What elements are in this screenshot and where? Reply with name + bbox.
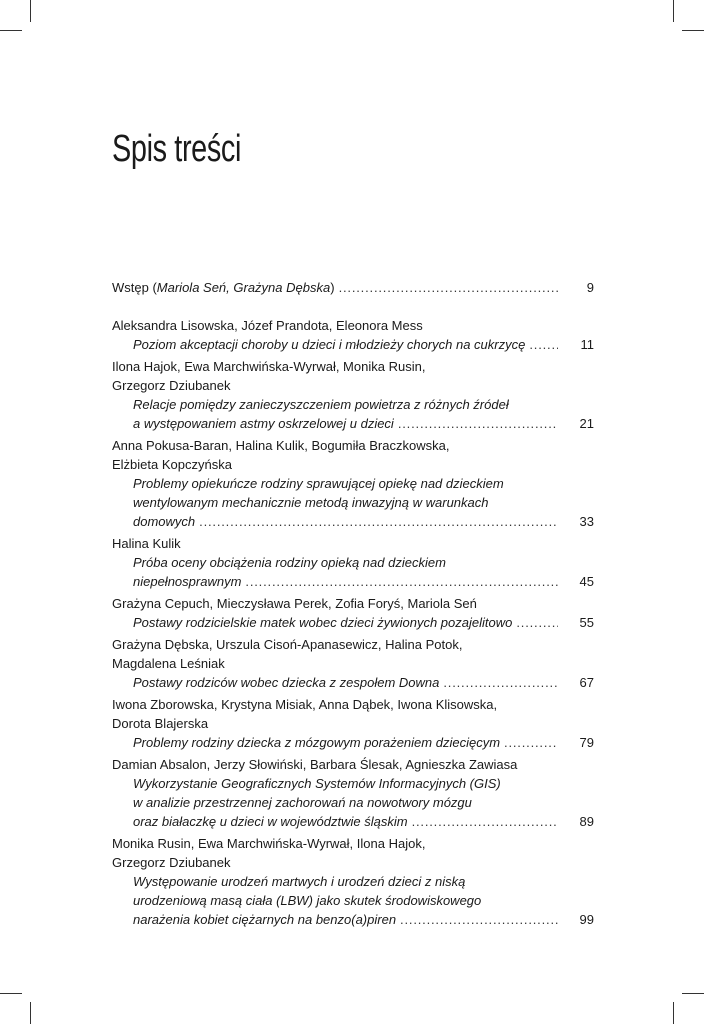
crop-mark-top-right-h bbox=[682, 30, 704, 31]
entry-title-line: Próba oceny obciążenia rodziny opieką nad dzieckiem bbox=[133, 555, 446, 570]
entry-page-number: 99 bbox=[579, 912, 594, 927]
crop-mark-bottom-left bbox=[30, 1002, 31, 1024]
leader-dots bbox=[241, 572, 558, 591]
leader-dots bbox=[439, 673, 558, 692]
crop-mark-bottom-left-h bbox=[0, 993, 22, 994]
entry-title-text: Postawy rodziców wobec dziecka z zespołem Downa bbox=[133, 675, 440, 690]
entry-title-text: Poziom akceptacji choroby u dzieci i młodzieży chorych na cukrzycę bbox=[133, 337, 526, 352]
entry-authors: Grzegorz Dziubanek bbox=[112, 378, 231, 393]
entry-title-text: Problemy rodziny dziecka z mózgowym porażeniem dziecięcym bbox=[133, 735, 501, 750]
entry-title-line: wentylowanym mechanicznie metodą inwazyjną w warunkach bbox=[133, 495, 489, 510]
entry-title-line bbox=[112, 733, 594, 752]
entry-title-line: w analizie przestrzennej zachorowań na nowotwory mózgu bbox=[133, 795, 472, 810]
entry-title-line bbox=[112, 512, 594, 531]
crop-mark-top-left bbox=[30, 0, 31, 22]
entry-authors: Anna Pokusa-Baran, Halina Kulik, Bogumiła Braczkowska, bbox=[112, 438, 450, 453]
entry-page-number: 21 bbox=[579, 416, 594, 431]
entry-title-line: Relacje pomiędzy zanieczyszczeniem powietrza z różnych źródeł bbox=[133, 397, 509, 412]
entry-authors: Aleksandra Lisowska, Józef Prandota, Eleonora Mess bbox=[112, 318, 423, 333]
entry-page-number: 55 bbox=[579, 615, 594, 630]
entry-title-text: domowych bbox=[133, 514, 196, 529]
intro-page-number: 9 bbox=[586, 280, 594, 295]
entry-page-number: 89 bbox=[579, 814, 594, 829]
entry-page-number: 11 bbox=[580, 337, 594, 352]
entry-title-line: Problemy opiekuńcze rodziny sprawującej opiekę nad dzieckiem bbox=[133, 476, 504, 491]
crop-mark-bottom-right bbox=[673, 1002, 674, 1024]
toc-entry[interactable] bbox=[112, 316, 594, 354]
entry-authors: Dorota Blajerska bbox=[112, 716, 209, 731]
entry-title-line bbox=[112, 812, 594, 831]
toc-entry[interactable] bbox=[112, 635, 594, 692]
entry-title-line bbox=[112, 572, 594, 591]
intro-authors: Mariola Seń, Grażyna Dębska bbox=[156, 280, 331, 295]
toc-entries bbox=[112, 316, 594, 929]
entry-title-line: Występowanie urodzeń martwych i urodzeń dzieci z niską bbox=[133, 874, 466, 889]
toc-entry[interactable] bbox=[112, 834, 594, 929]
entry-title-text: niepełnosprawnym bbox=[133, 574, 242, 589]
entry-title-line bbox=[112, 673, 594, 692]
entry-title-text: a występowaniem astmy oskrzelowej u dzieci bbox=[133, 416, 394, 431]
entry-title-line: urodzeniową masą ciała (LBW) jako skutek środowiskowego bbox=[133, 893, 482, 908]
leader-dots bbox=[408, 812, 558, 831]
entry-authors: Iwona Zborowska, Krystyna Misiak, Anna Dąbek, Iwona Klisowska, bbox=[112, 697, 498, 712]
table-of-contents bbox=[112, 278, 594, 929]
intro-label-post: ) bbox=[330, 280, 335, 295]
entry-authors: Elżbieta Kopczyńska bbox=[112, 457, 232, 472]
entry-title-line bbox=[112, 414, 594, 433]
entry-authors: Monika Rusin, Ewa Marchwińska-Wyrwał, Ilona Hajok, bbox=[112, 836, 426, 851]
page-title: Spis treści bbox=[112, 128, 242, 170]
entry-page-number: 45 bbox=[579, 574, 594, 589]
entry-title-line bbox=[112, 613, 594, 632]
leader-dots bbox=[396, 910, 558, 929]
entry-authors: Grażyna Dębska, Urszula Cisoń-Apanasewicz, Halina Potok, bbox=[112, 637, 463, 652]
crop-mark-top-left-h bbox=[0, 30, 22, 31]
leader-dots bbox=[195, 512, 558, 531]
entry-authors: Magdalena Leśniak bbox=[112, 656, 225, 671]
toc-entry[interactable] bbox=[112, 755, 594, 831]
entry-page-number: 33 bbox=[579, 514, 594, 529]
entry-title-text: narażenia kobiet ciężarnych na benzo(a)piren bbox=[133, 912, 397, 927]
toc-entry[interactable] bbox=[112, 695, 594, 752]
entry-title-line bbox=[112, 910, 594, 929]
intro-label-pre: Wstęp ( bbox=[112, 280, 157, 295]
entry-authors: Grażyna Cepuch, Mieczysława Perek, Zofia Foryś, Mariola Seń bbox=[112, 596, 477, 611]
entry-title-line: Wykorzystanie Geograficznych Systemów Informacyjnych (GIS) bbox=[133, 776, 501, 791]
entry-title-text: Postawy rodzicielskie matek wobec dzieci żywionych pozajelitowo bbox=[133, 615, 513, 630]
toc-entry[interactable] bbox=[112, 594, 594, 632]
entry-title-line bbox=[112, 335, 594, 354]
entry-title-text: oraz białaczkę u dzieci w województwie śląskim bbox=[133, 814, 408, 829]
leader-dots bbox=[335, 278, 558, 297]
toc-intro-entry[interactable] bbox=[112, 278, 594, 297]
entry-authors: Grzegorz Dziubanek bbox=[112, 855, 231, 870]
leader-dots bbox=[525, 335, 558, 354]
entry-page-number: 67 bbox=[579, 675, 594, 690]
toc-entry[interactable] bbox=[112, 436, 594, 531]
entry-page-number: 79 bbox=[579, 735, 594, 750]
spacer bbox=[112, 297, 594, 316]
crop-mark-bottom-right-h bbox=[682, 993, 704, 994]
toc-entry[interactable] bbox=[112, 357, 594, 433]
toc-entry[interactable] bbox=[112, 534, 594, 591]
leader-dots bbox=[512, 613, 558, 632]
entry-authors: Damian Absalon, Jerzy Słowiński, Barbara Ślesak, Agnieszka Zawiasa bbox=[112, 757, 518, 772]
crop-mark-top-right bbox=[673, 0, 674, 22]
leader-dots bbox=[394, 414, 558, 433]
entry-authors: Halina Kulik bbox=[112, 536, 181, 551]
leader-dots bbox=[500, 733, 558, 752]
entry-authors: Ilona Hajok, Ewa Marchwińska-Wyrwał, Monika Rusin, bbox=[112, 359, 426, 374]
